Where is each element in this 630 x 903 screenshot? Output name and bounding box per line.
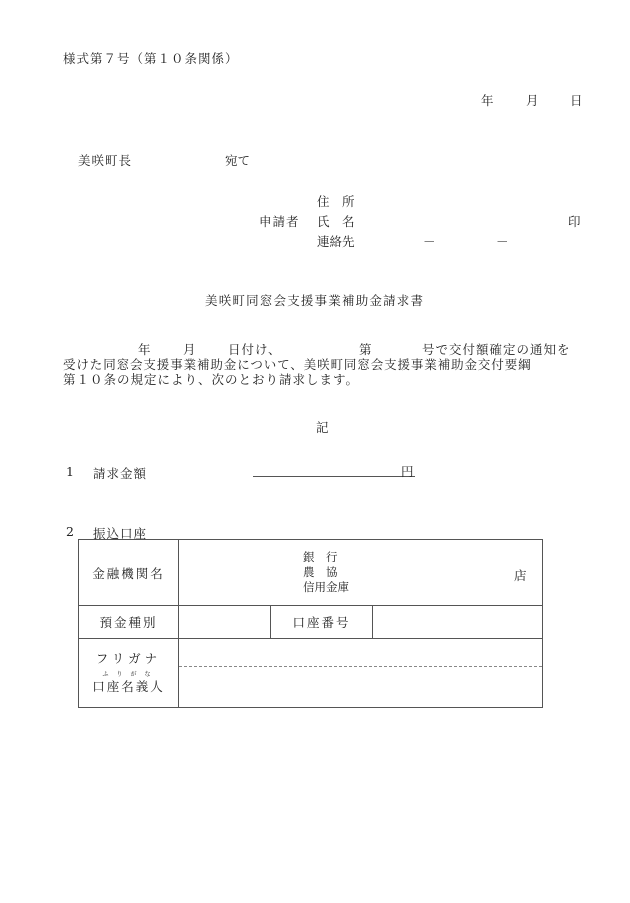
item2-label: 振込口座 [93,526,148,541]
contact-dash-2: － [496,234,509,249]
kind-shinkin: 信用金庫 [303,580,349,594]
account-number-cell[interactable] [373,606,543,639]
name-label: 氏 名 [317,214,355,229]
ki-mark: 記 [316,420,329,435]
item1-number: 1 [66,464,74,479]
contact-label: 連絡先 [317,234,355,249]
form-number: 様式第７号（第１０条関係） [63,51,239,66]
addressee-suffix: 宛て [225,153,251,168]
item1-label: 請求金額 [93,466,148,481]
holder-input-cell[interactable] [179,639,543,708]
body-year: 年 [138,342,151,357]
date-day-label: 日 [570,93,583,108]
date-year-label: 年 [481,93,494,108]
date-month-label: 月 [526,93,539,108]
holder-label: 口座名義人 [92,679,165,694]
body-month: 月 [183,342,196,357]
holder-name-field[interactable] [179,667,542,707]
holder-label-cell [79,639,179,708]
deposit-type-cell[interactable] [179,606,271,639]
body-line2: 受けた同窓会支援事業補助金について、美咲町同窓会支援事業補助金交付要綱 [63,357,532,372]
applicant-label: 申請者 [259,214,300,229]
body-dai: 第 [359,342,372,357]
seal-mark: 印 [568,214,581,229]
document-title: 美咲町同窓会支援事業補助金請求書 [205,293,425,308]
deposit-type-label: 預金種別 [79,606,179,639]
address-label: 住 所 [317,194,355,209]
furigana-label: フリガナ [95,651,162,666]
bank-name-label: 金融機関名 [79,540,179,606]
amount-underline[interactable] [253,476,415,477]
account-number-label: 口座番号 [271,606,373,639]
bank-name-cell[interactable] [179,540,543,606]
body-line1-rest: 号で交付額確定の通知を [422,342,571,357]
furigana-field[interactable] [179,639,542,667]
kind-bank: 銀 行 [303,550,338,564]
item2-number: 2 [66,524,74,539]
amount-unit: 円 [401,464,414,479]
branch-suffix: 店 [514,568,527,583]
addressee-name: 美咲町長 [78,153,133,168]
body-line3: 第１０条の規定により、次のとおり請求します。 [63,372,360,387]
body-day: 日付け、 [228,342,282,357]
bank-account-table [78,539,543,708]
kind-agri: 農 協 [303,565,338,579]
contact-dash-1: － [423,234,436,249]
holder-ruby: ふりがな [102,671,159,678]
